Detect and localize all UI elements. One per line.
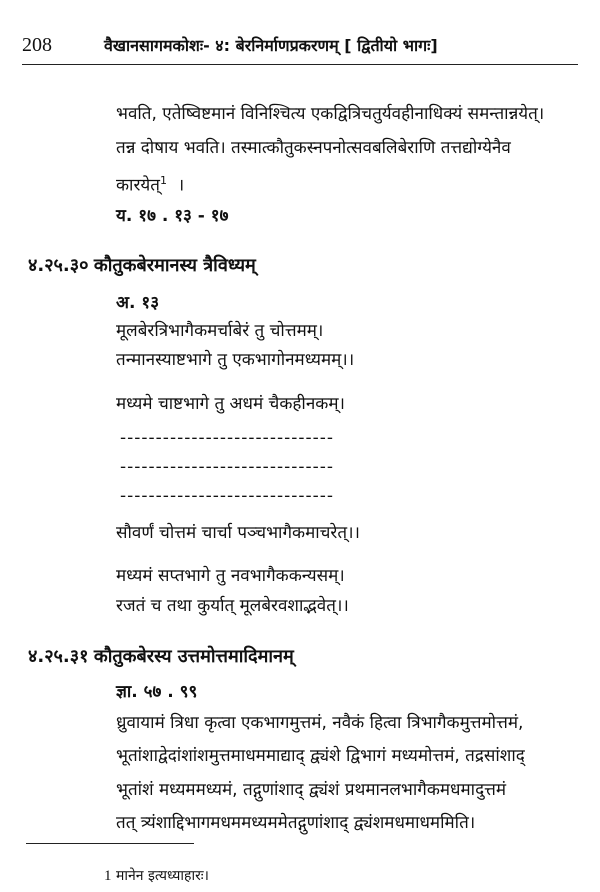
prose-line: तत् त्र्यंशाद्दिभागमधममध्यममेतद्गुणांशाद् द्व्यंशमधमाधममिति। xyxy=(116,813,476,833)
verse-line: मूलबेरत्रिभागैकमर्चाबेरं तु चोत्तमम्। xyxy=(116,321,324,341)
prose-line: ध्रुवायामं त्रिधा कृत्वा एकभागमुत्तमं, नवैकं हित्वा त्रिभागैकमुत्तमोत्तमं, xyxy=(116,713,524,733)
intro-line: तन्न दोषाय भवति। तस्मात्कौतुकस्नपनोत्सवबलिबेराणि तत्तद्योग्येनैव xyxy=(116,138,511,158)
page-header xyxy=(22,28,578,65)
section-reference: अ. १३ xyxy=(116,293,160,313)
prose-line: भूतांशाद्वेदांशांशमुत्तमाधममाद्याद् द्व्यंशे द्विभागं मध्यमोत्तमं, तद्रसांशाद् xyxy=(116,746,525,766)
omission-line: ------------------------------ xyxy=(120,486,335,506)
running-head: वैखानसागमकोशः- ४: बेरनिर्माणप्रकरणम् [ द्वितीयो भागः] xyxy=(104,36,438,55)
verse-line: मध्यमे चाष्टभागे तु अधमं चैकहीनकम्। xyxy=(116,394,345,414)
intro-reference: य. १७ . १३ - १७ xyxy=(116,206,229,226)
footnote xyxy=(104,866,209,885)
page-number: 208 xyxy=(22,34,52,56)
verse-line: तन्मानस्याष्टभागे तु एकभागोनमध्यमम्।। xyxy=(116,350,355,370)
section-heading xyxy=(28,255,256,277)
omission-line: ------------------------------ xyxy=(120,428,335,448)
section-number: ४.२५.३० xyxy=(28,255,89,276)
section-heading xyxy=(28,646,294,668)
section-number: ४.२५.३१ xyxy=(28,646,89,667)
end-mark: । xyxy=(177,175,185,196)
verse-line: मध्यमं सप्तभागे तु नवभागैककन्यसम्। xyxy=(116,566,345,586)
footnote-marker: 1 xyxy=(159,174,167,187)
section-reference: ज्ञा. ५७ . ९९ xyxy=(116,682,198,702)
intro-line: भवति, एतेष्विष्टमानं विनिश्चित्य एकद्वित्रिचतुर्यवहीनाधिक्यं समन्तान्नयेत्। xyxy=(116,104,545,124)
intro-text: कारयेत् xyxy=(116,175,160,196)
section-title: कौतुकबेरमानस्य त्रैविध्यम् xyxy=(93,255,256,276)
footnote-number: 1 xyxy=(104,868,112,884)
section-title: कौतुकबेरस्य उत्तमोत्तमादिमानम् xyxy=(93,646,294,667)
intro-line-last xyxy=(116,170,184,197)
prose-line: भूतांशं मध्यममध्यमं, तद्गुणांशाद् द्व्यंशं प्रथमानलभागैकमधमादुत्तमं xyxy=(116,780,507,800)
footnote-text: मानेन इत्यध्याहारः। xyxy=(115,868,209,884)
footnote-rule xyxy=(26,843,194,844)
verse-line: रजतं च तथा कुर्यात् मूलबेरवशाद्भवेत्।। xyxy=(116,596,349,616)
omission-line: ------------------------------ xyxy=(120,457,335,477)
verse-line: सौवर्णं चोत्तमं चार्चा पञ्चभागैकमाचरेत्।। xyxy=(116,523,360,543)
